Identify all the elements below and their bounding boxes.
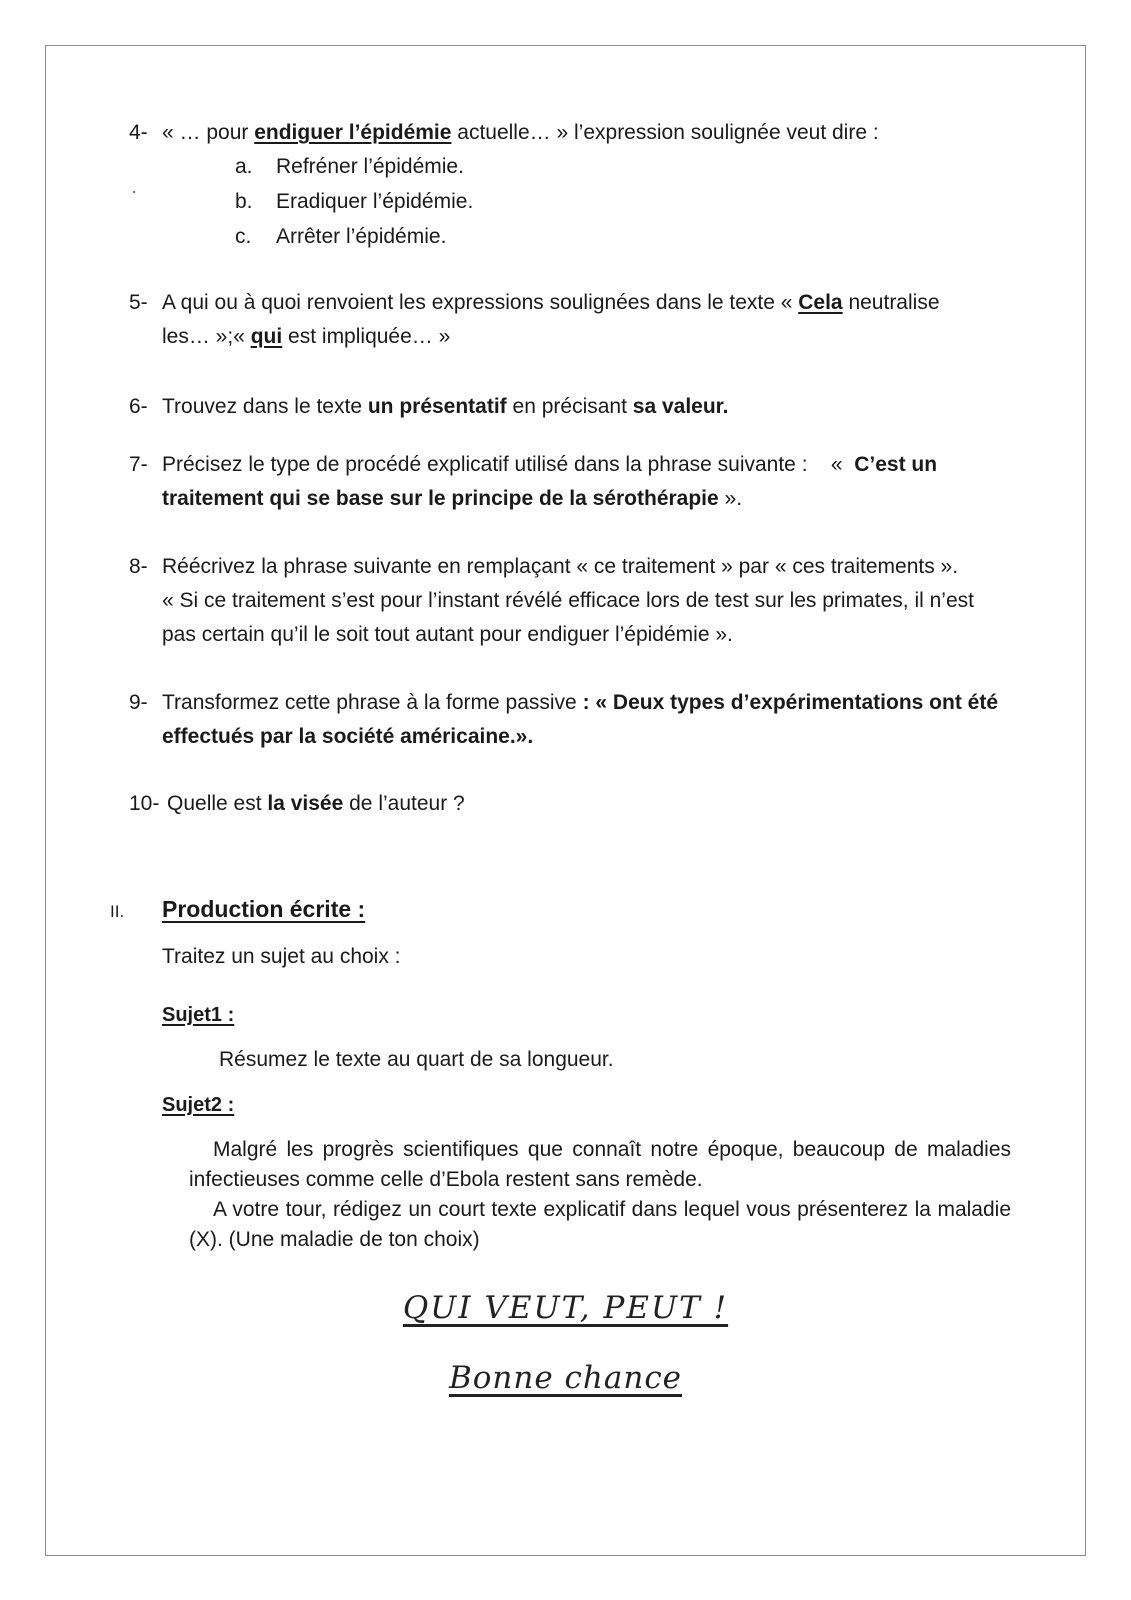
option-a: a. Refréner l’épidémie. [235, 155, 464, 178]
underlined-expression: qui [250, 325, 283, 348]
question-number: 4- [129, 121, 148, 144]
sujet1-text: Résumez le texte au quart de sa longueur. [219, 1048, 614, 1071]
question-text: A qui ou à quoi renvoient les expressions soulignées dans le texte « Cela neutralise les… »;« qui est impliquée… » [162, 291, 940, 348]
question-number: 9- [129, 691, 148, 714]
sujet2-label: Sujet2 : [162, 1094, 235, 1116]
sujet1-label: Sujet1 : [162, 1004, 235, 1026]
sujet2-paragraph-1: Malgré les progrès scientifiques que connaît notre époque, beaucoup de maladies infectieuses comme celle d’Ebola restent sans remède. [189, 1138, 1011, 1191]
underlined-expression: Cela [798, 291, 843, 314]
question-number: 10- [129, 792, 160, 815]
question-text: Précisez le type de procédé explicatif utilisé dans la phrase suivante : « C’est un traitement qui se base sur le principe de la sérothérapie ». [162, 453, 938, 510]
question-number: 8- [129, 555, 148, 578]
question-text: Réécrivez la phrase suivante en remplaçant « ce traitement » par « ces traitements ». « Si ce traitement s’est pour l’instant révélé efficace lors de test sur les primates, il n’est pas certain qu’il le soit tout autant pour endiguer l’épidémie ». [162, 550, 1012, 652]
question-text: Quelle est la visée de l’auteur ? [167, 792, 465, 815]
option-b: b. Eradiquer l’épidémie. [235, 190, 474, 213]
underlined-expression: endiguer l’épidémie [254, 121, 452, 144]
option-c: c. Arrêter l’épidémie. [235, 225, 447, 248]
question-text: Transformez cette phrase à la forme passive : « Deux types d’expérimentations ont été effectués par la société américaine.». [162, 691, 999, 748]
production-intro: Traitez un sujet au choix : [162, 945, 401, 968]
question-text: Trouvez dans le texte un présentatif en précisant sa valeur. [162, 395, 729, 418]
good-luck: Bonne chance [448, 1360, 683, 1396]
section-title: Production écrite : [162, 896, 366, 922]
section-numeral: II. [110, 902, 125, 921]
motto: QUI VEUT, PEUT ! [402, 1290, 729, 1326]
stray-dot [133, 191, 135, 193]
quoted-sentence: « Si ce traitement s’est pour l’instant révélé efficace lors de test sur les primates, il n’est pas certain qu’il le soit tout autant pour endiguer l’épidémie ». [162, 589, 974, 646]
question-number: 6- [129, 395, 148, 418]
question-text: « … pour endiguer l’épidémie actuelle… » l’expression soulignée veut dire : [162, 121, 879, 144]
sujet2-paragraph-2: A votre tour, rédigez un court texte explicatif dans lequel vous présenterez la maladie (X). (Une maladie de ton choix) [189, 1198, 1011, 1251]
question-number: 7- [129, 453, 148, 476]
question-number: 5- [129, 291, 148, 314]
